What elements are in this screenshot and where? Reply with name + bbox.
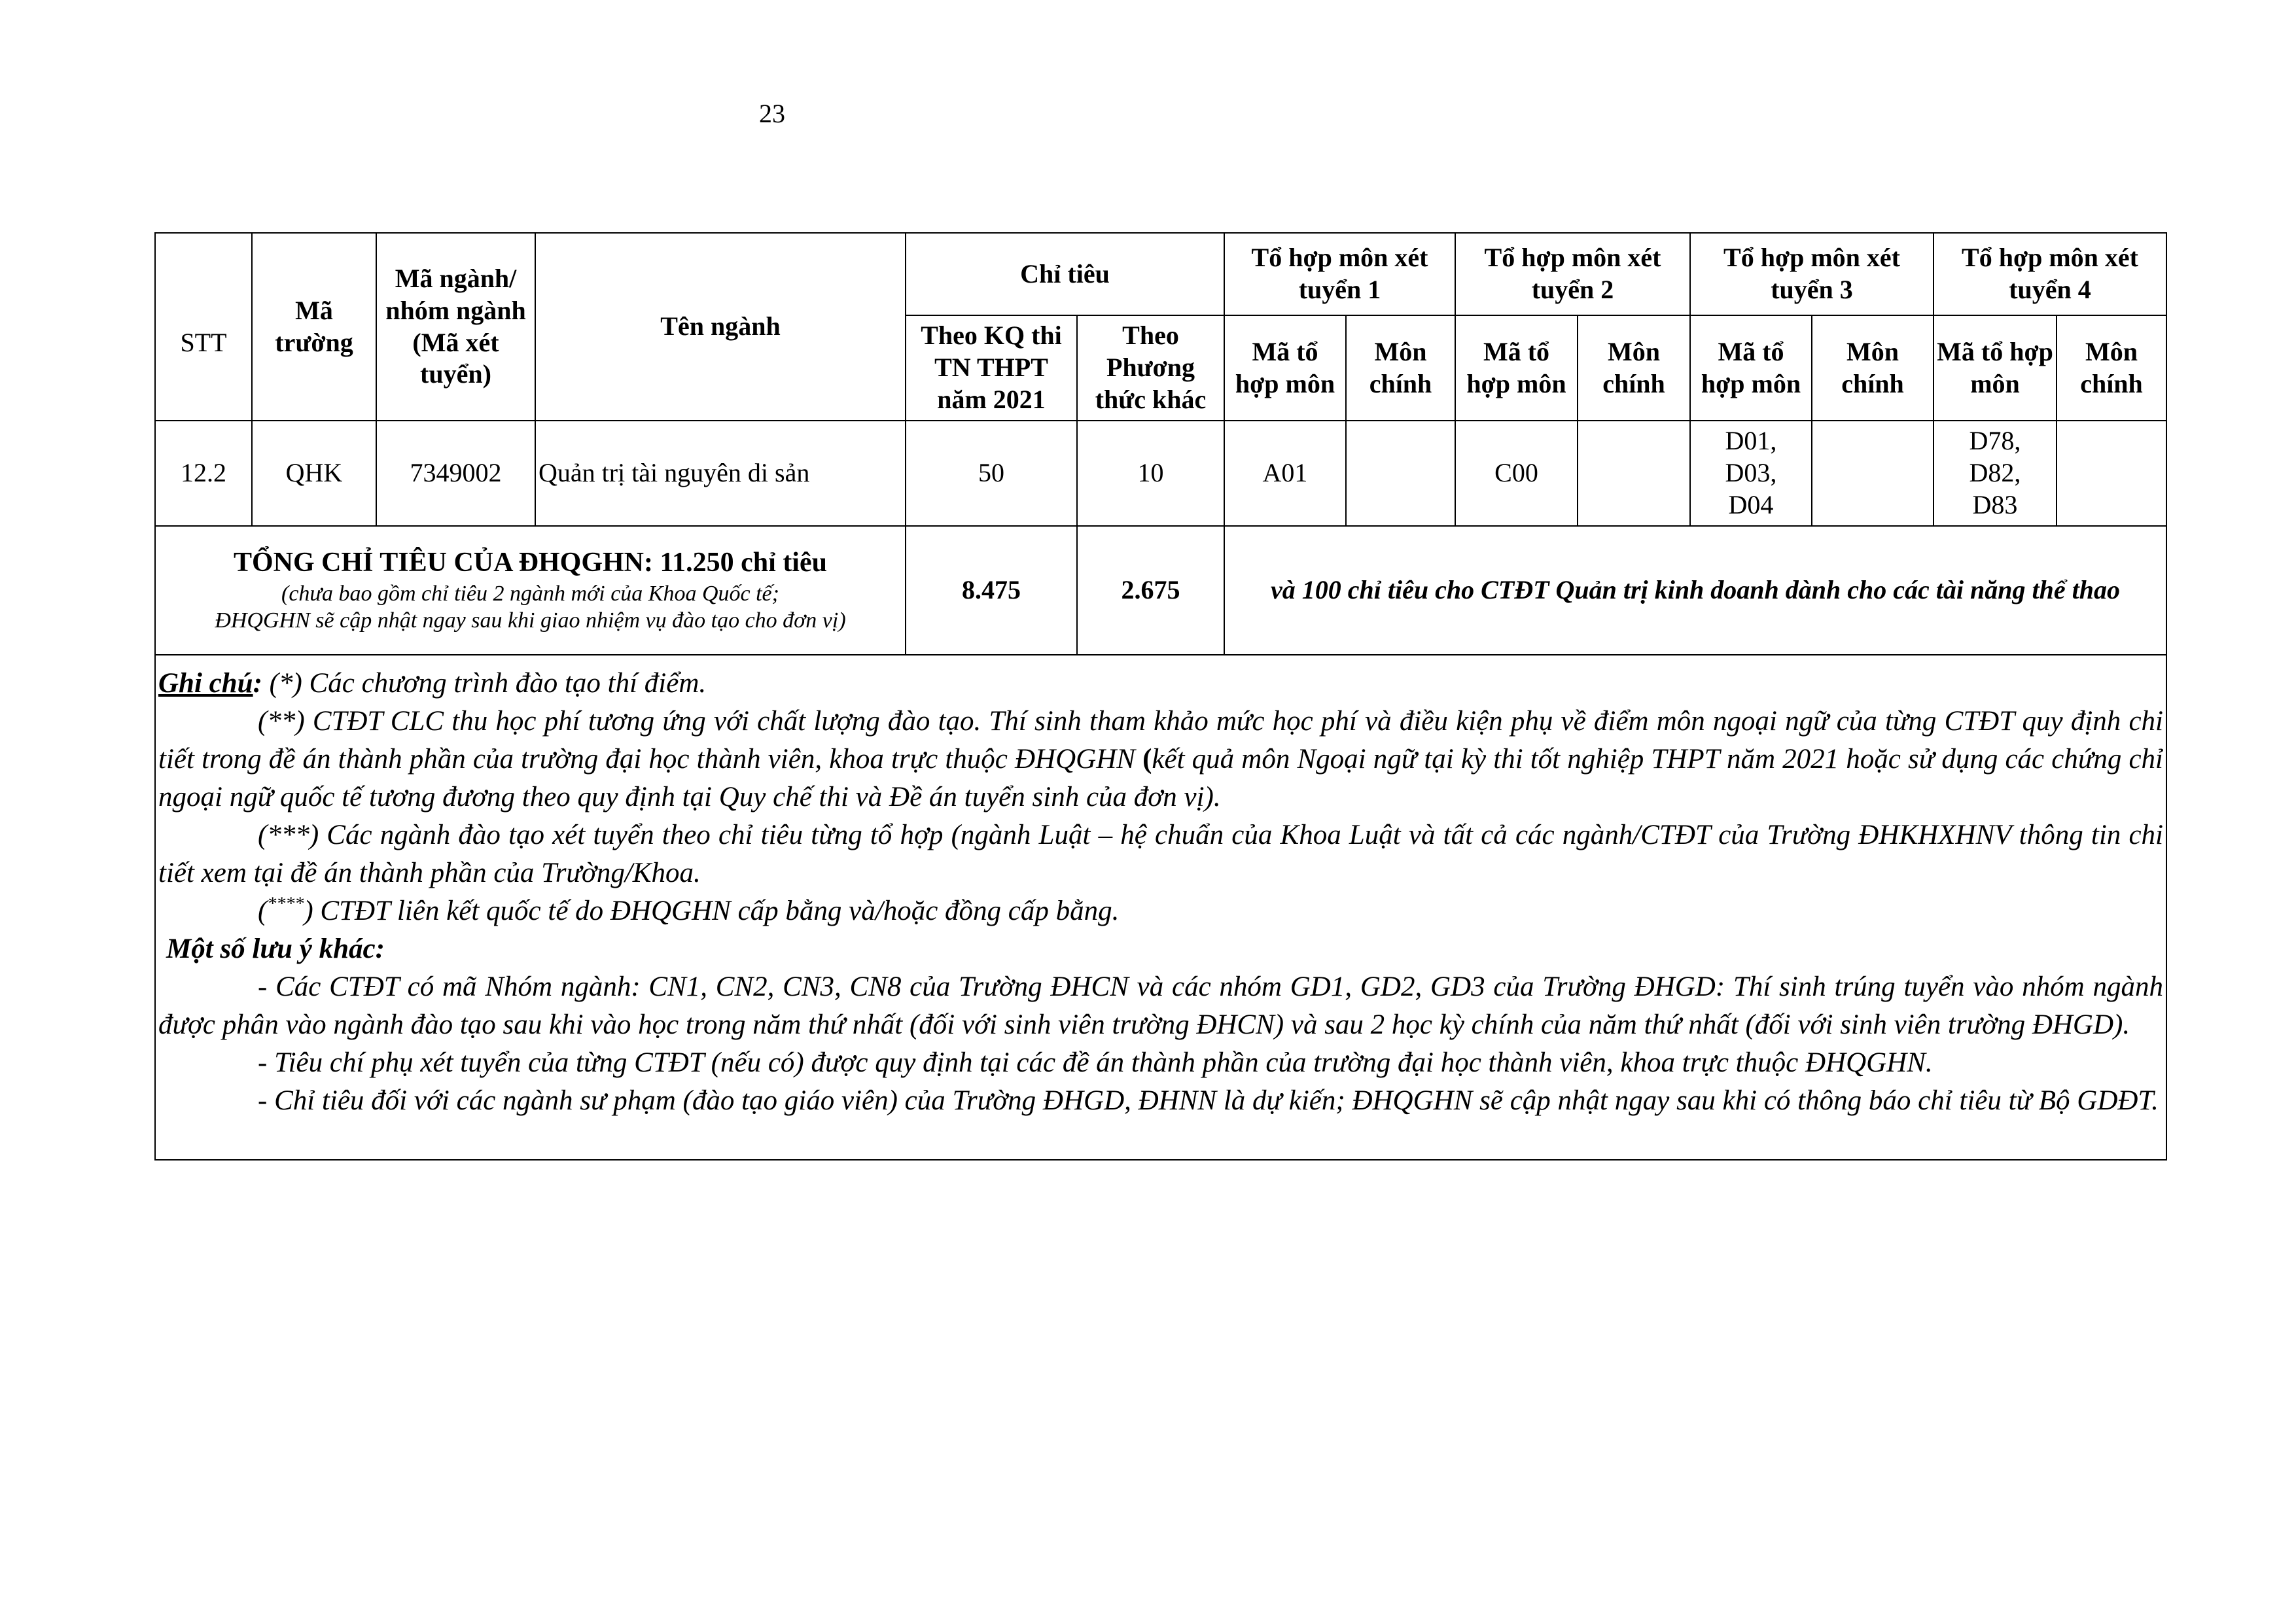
header-ma-truong: Mã trường <box>252 233 376 421</box>
cell-stt: 12.2 <box>155 421 252 526</box>
notes-colon: : <box>253 668 262 699</box>
cell-th1-mon <box>1346 421 1455 526</box>
total-row <box>155 526 2166 655</box>
admission-quota-table <box>154 232 2167 1161</box>
header-to-hop-1: Tổ hợp môn xét tuyển 1 <box>1224 233 1455 315</box>
total-subtitle-1: (chưa bao gồm chỉ tiêu 2 ngành mới của Khoa Quốc tế; <box>281 581 779 606</box>
other-note-1: - Các CTĐT có mã Nhóm ngành: CN1, CN2, CN3, CN8 của Trường ĐHCN và các nhóm GD1, GD2, GD3 của Trường ĐHGD: Thí sinh trúng tuyển vào nhóm ngành được phân vào ngành đào tạo sau khi vào học trong năm thứ nhất (đối với sinh viên trường ĐHCN) và sau 2 học kỳ chính của năm thứ nhất (đối với sinh viên trường ĐHGD). <box>158 971 2163 1040</box>
table-row <box>155 421 2166 526</box>
cell-chi-tieu-khac: 10 <box>1077 421 1224 526</box>
total-title: TỔNG CHỈ TIÊU CỦA ĐHQGHN: 11.250 chỉ tiêu <box>234 548 827 578</box>
th4-code: D78, <box>1969 426 2021 456</box>
note-4 <box>158 892 2163 930</box>
header-th1-ma: Mã tổ hợp môn <box>1224 315 1346 421</box>
header-to-hop-4: Tổ hợp môn xét tuyển 4 <box>1934 233 2166 315</box>
other-notes-label: Một số lưu ý khác: <box>166 934 385 964</box>
header-th2-mon: Môn chính <box>1578 315 1690 421</box>
cell-th1-ma: A01 <box>1224 421 1346 526</box>
header-th4-ma: Mã tổ hợp môn <box>1934 315 2057 421</box>
cell-chi-tieu-kq: 50 <box>906 421 1077 526</box>
note-2 <box>158 703 2163 816</box>
other-note-2: - Tiêu chí phụ xét tuyển của từng CTĐT (nếu có) được quy định tại các đề án thành phần của trường đại học thành viên, khoa trực thuộc ĐHQGHN. <box>258 1047 1933 1078</box>
header-th1-mon: Môn chính <box>1346 315 1455 421</box>
note-4-open: ( <box>258 896 268 926</box>
other-note-3: - Chỉ tiêu đối với các ngành sư phạm (đào tạo giáo viên) của Trường ĐHGD, ĐHNN là dự kiến; ĐHQGHN sẽ cập nhật ngay sau khi có thông báo chỉ tiêu từ Bộ GDĐT. <box>258 1085 2159 1116</box>
header-th2-ma: Mã tổ hợp môn <box>1455 315 1578 421</box>
cell-th3-mon <box>1812 421 1934 526</box>
header-chi-tieu-kq: Theo KQ thi TN THPT năm 2021 <box>906 315 1077 421</box>
total-subtitle-2: ĐHQGHN sẽ cập nhật ngay sau khi giao nhiệm vụ đào tạo cho đơn vị) <box>215 608 846 633</box>
notes-label: Ghi chú <box>158 668 253 699</box>
page-number: 23 <box>759 99 785 128</box>
th3-code: D01, <box>1725 426 1777 456</box>
header-stt: STT <box>155 233 252 421</box>
cell-th2-mon <box>1578 421 1690 526</box>
note-1 <box>158 665 2163 703</box>
th4-code: D83 <box>1972 489 2018 519</box>
note-2-text-a: (**) CTĐT CLC thu học phí tương ứng với chất lượng đào tạo. Thí sinh tham khảo mức học phí và điều kiện phụ về điểm môn ngoại ngữ của từng CTĐT quy định chi tiết trong đề án thành phần của trường đại học thành viên, khoa trực thuộc ĐHQGHN <box>158 706 2163 775</box>
cell-th4-ma <box>1934 421 2057 526</box>
notes-block <box>158 665 2163 1120</box>
header-ma-nganh: Mã ngành/ nhóm ngành (Mã xét tuyển) <box>376 233 535 421</box>
th4-code: D82, <box>1969 458 2021 488</box>
note-3: (***) Các ngành đào tạo xét tuyển theo chỉ tiêu từng tổ hợp (ngành Luật – hệ chuẩn của Khoa Luật và tất cả các ngành/CTĐT của Trường ĐHKHXHNV thông tin chi tiết xem tại đề án thành phần của Trường/Khoa. <box>158 820 2163 888</box>
cell-th2-ma: C00 <box>1455 421 1578 526</box>
note-4-text: ) CTĐT liên kết quốc tế do ĐHQGHN cấp bằng và/hoặc đồng cấp bằng. <box>304 896 1120 926</box>
note-1-text: (*) Các chương trình đào tạo thí điểm. <box>269 668 707 699</box>
cell-ma-truong: QHK <box>252 421 376 526</box>
notes-row <box>155 655 2166 1160</box>
header-th4-mon: Môn chính <box>2057 315 2166 421</box>
header-th3-mon: Môn chính <box>1812 315 1934 421</box>
header-chi-tieu-khac: Theo Phương thức khác <box>1077 315 1224 421</box>
total-note: và 100 chỉ tiêu cho CTĐT Quản trị kinh doanh dành cho các tài năng thể thao <box>1224 526 2166 655</box>
header-chi-tieu: Chỉ tiêu <box>906 233 1224 315</box>
header-to-hop-2: Tổ hợp môn xét tuyển 2 <box>1455 233 1690 315</box>
cell-th3-ma <box>1690 421 1812 526</box>
note-4-sup: **** <box>267 894 304 915</box>
cell-ma-nganh: 7349002 <box>376 421 535 526</box>
th3-code: D04 <box>1728 489 1774 519</box>
total-kq: 8.475 <box>906 526 1077 655</box>
note-2-paren: ( <box>1142 744 1152 775</box>
note-2-text-b: kết quả môn Ngoại ngữ tại kỳ thi tốt nghiệp THPT năm 2021 hoặc sử dụng các chứng chỉ ngoại ngữ quốc tế tương đương theo quy định tại Quy chế thi và Đề án tuyển sinh của đơn vị). <box>158 744 2163 812</box>
th3-code: D03, <box>1725 458 1777 488</box>
header-to-hop-3: Tổ hợp môn xét tuyển 3 <box>1690 233 1934 315</box>
header-ten-nganh: Tên ngành <box>535 233 906 421</box>
header-th3-ma: Mã tổ hợp môn <box>1690 315 1812 421</box>
total-label-cell <box>155 526 906 655</box>
total-khac: 2.675 <box>1077 526 1224 655</box>
cell-ten-nganh: Quản trị tài nguyên di sản <box>535 421 906 526</box>
cell-th4-mon <box>2057 421 2166 526</box>
notes-cell <box>155 655 2166 1160</box>
